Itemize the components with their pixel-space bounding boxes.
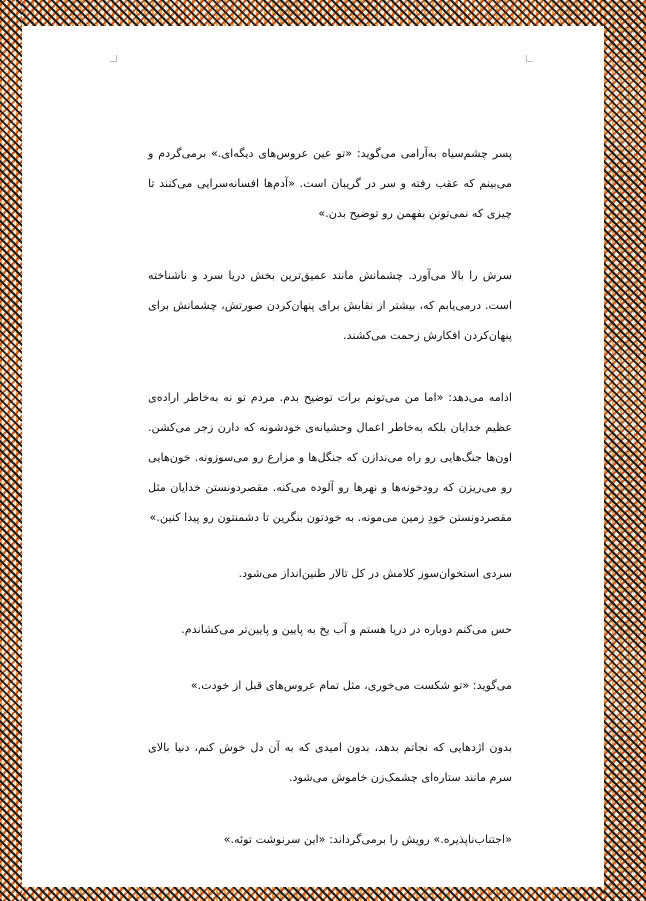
- paragraph: سردی استخوان‌سوز کلامش در کل تالار طنین‌انداز می‌شود.: [238, 567, 512, 580]
- paragraph: پسر چشم‌سیاه به‌آرامی می‌گوید: «تو عین عروس‌های دیگه‌ای.» برمی‌گردم و می‌بینم که عقب رفته و سر در گریبان است. «آدم‌ها افسانه‌سرایی می‌کنند تا چیزی که نمی‌تونن بفهمن رو توضیح بدن.»: [148, 147, 512, 220]
- body-text: [148, 139, 512, 855]
- paragraph: می‌گوید: «تو شکست می‌خوری، مثل تمام عروس‌های قبل از خودت.»: [190, 679, 512, 692]
- crop-mark-top-right: [526, 55, 533, 62]
- decorative-border-bottom: [0, 887, 646, 901]
- crop-mark-top-left: [110, 55, 117, 62]
- paragraph: سرش را بالا می‌آورد. چشمانش مانند عمیق‌ترین بخش دریا سرد و ناشناخته است. درمی‌یابم که، بیشتر از نقابش برای پنهان‌کردن صورتش، چشمانش برای پنهان‌کردن افکارش زحمت می‌کشند.: [148, 269, 512, 342]
- paragraph: ادامه می‌دهد: «اما من می‌تونم برات توضیح بدم. مردم تو نه به‌خاطر اراده‌ی عظیم خدایان بلکه به‌خاطر اعمال وحشیانه‌ی خودشونه که دارن زجر می‌کشن. اون‌ها جنگ‌هایی رو راه می‌ندازن که جنگل‌ها و مزارع رو می‌سوزونه. خون‌هایی رو می‌ریزن که رودخونه‌ها و نهرها رو آلوده می‌کنه. مقصردونستن خدایان مثل مقصردونستن خودِ زمین می‌مونه. به خودتون بنگرین تا دشمنتون رو پیدا کنین.»: [148, 391, 512, 524]
- paragraph: بدون اژدهایی که نجاتم بدهد، بدون امیدی که به آن دل خوش کنم، دنیا بالای سرم مانند ستاره‌ای چشمک‌زن خاموش می‌شود.: [148, 741, 512, 784]
- paragraph: «اجتناب‌ناپذیره.» رویش را برمی‌گرداند: «این سرنوشت توئه.»: [223, 833, 512, 846]
- decorative-border-right: [604, 0, 646, 901]
- decorative-border-top: [0, 0, 646, 26]
- decorative-border-left: [0, 0, 22, 901]
- paragraph: حس می‌کنم دوباره در دریا هستم و آب یخ به پایین و پایین‌تر می‌کشاندم.: [181, 623, 512, 636]
